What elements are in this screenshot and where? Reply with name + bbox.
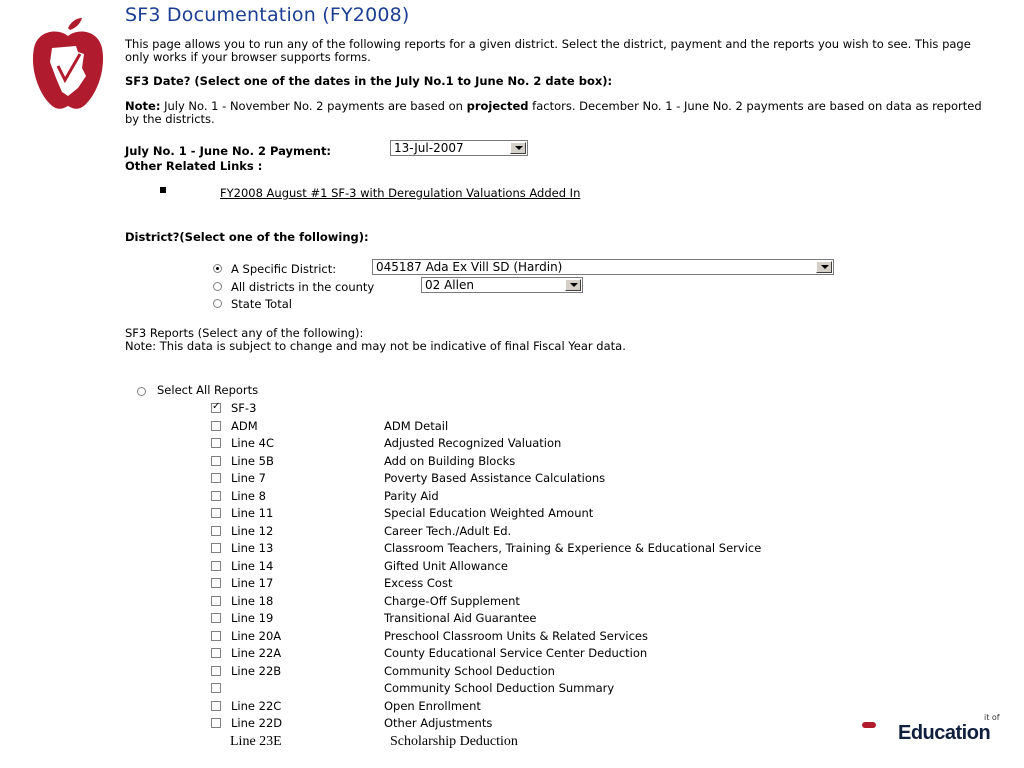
report-checkbox[interactable] — [211, 421, 221, 431]
payment-date-select[interactable] — [390, 140, 528, 156]
report-checkbox[interactable] — [211, 718, 221, 728]
report-code: Line 17 — [231, 576, 274, 590]
report-code: Line 22B — [231, 663, 282, 678]
report-code: Line 18 — [231, 593, 274, 608]
bullet-icon — [160, 187, 166, 193]
report-description: Other Adjustments — [384, 716, 493, 730]
report-code: Line 8 — [231, 488, 266, 503]
date-question: SF3 Date? (Select one of the dates in the July No.1 to June No. 2 date box): — [125, 74, 613, 88]
report-checkbox[interactable] — [211, 631, 221, 641]
report-description: Excess Cost — [384, 576, 453, 590]
state-total-radio[interactable] — [213, 299, 222, 308]
chevron-down-icon[interactable] — [816, 261, 832, 273]
note-part1: July No. 1 - November No. 2 payments are based on — [160, 99, 467, 113]
report-code: ADM — [231, 418, 258, 433]
report-checkbox[interactable] — [211, 491, 221, 501]
select-all-radio[interactable] — [137, 387, 146, 396]
county-label: All districts in the county — [231, 280, 375, 294]
intro-text: This page allows you to run any of the following reports for a given district. Select the district, payment and the reports you wish to see. This page only works if your browser supports forms. — [125, 37, 971, 64]
report-description: Community School Deduction Summary — [384, 681, 615, 695]
report-description: Special Education Weighted Amount — [384, 506, 594, 520]
report-checkbox[interactable] — [211, 438, 221, 448]
related-report-link[interactable]: FY2008 August #1 SF-3 with Deregulation Valuations Added In — [220, 186, 581, 200]
note-text — [125, 100, 985, 126]
report-description: Career Tech./Adult Ed. — [384, 523, 512, 538]
report-code: Line 19 — [231, 611, 274, 625]
report-checkbox[interactable] — [211, 508, 221, 518]
note-bold: projected — [466, 99, 529, 113]
report-code: Line 12 — [231, 523, 274, 538]
district-value: 045187 Ada Ex Vill SD (Hardin) — [376, 260, 563, 274]
note-part2: factors. December No. 1 - June No. 2 payments are based on data as reported by the districts. — [125, 99, 982, 126]
report-checkbox[interactable] — [211, 613, 221, 623]
state-total-label: State Total — [231, 297, 292, 311]
report-code: Line 14 — [231, 558, 274, 573]
report-checkbox[interactable] — [211, 543, 221, 553]
report-description: Community School Deduction — [384, 663, 555, 678]
other-links-label: Other Related Links : — [125, 159, 263, 173]
footer-report-desc: Scholarship Deduction — [390, 734, 518, 749]
report-description: Transitional Aid Guarantee — [384, 611, 537, 625]
report-description: Open Enrollment — [384, 698, 481, 713]
report-description: ADM Detail — [384, 418, 449, 433]
report-checkbox[interactable] — [211, 403, 221, 413]
report-checkbox[interactable] — [211, 473, 221, 483]
district-select[interactable] — [372, 259, 834, 275]
report-code: SF-3 — [231, 401, 257, 415]
report-checkbox[interactable] — [211, 596, 221, 606]
report-code: Line 13 — [231, 541, 274, 555]
report-checkbox[interactable] — [211, 578, 221, 588]
chevron-down-icon[interactable] — [565, 279, 581, 291]
report-description: Charge-Off Supplement — [384, 593, 520, 608]
brand-fragment: it of — [984, 713, 1000, 722]
report-checkbox[interactable] — [211, 561, 221, 571]
note-label: Note: — [125, 99, 161, 113]
reports-note — [125, 327, 626, 353]
reports-disclaimer: Note: This data is subject to change and may not be indicative of final Fiscal Year data. — [125, 339, 626, 353]
report-checkbox[interactable] — [211, 666, 221, 676]
report-checkbox[interactable] — [211, 701, 221, 711]
report-checkbox[interactable] — [211, 456, 221, 466]
report-description: Poverty Based Assistance Calculations — [384, 471, 606, 485]
brand-logo-text: Education — [898, 722, 991, 744]
district-question: District?(Select one of the following): — [125, 230, 369, 244]
reports-heading: SF3 Reports (Select any of the following): — [125, 326, 364, 340]
specific-district-radio[interactable] — [213, 264, 222, 273]
report-description: Classroom Teachers, Training & Experience & Educational Service — [384, 541, 762, 555]
footer-report-code: Line 23E — [230, 734, 282, 749]
report-description: Adjusted Recognized Valuation — [384, 436, 562, 450]
select-all-label: Select All Reports — [157, 383, 259, 397]
specific-district-label: A Specific District: — [231, 262, 337, 276]
report-code: Line 4C — [231, 436, 274, 450]
payment-label: July No. 1 - June No. 2 Payment: — [125, 144, 332, 158]
report-code: Line 22C — [231, 698, 282, 713]
ohio-apple-check-icon — [28, 18, 108, 114]
page-title: SF3 Documentation (FY2008) — [125, 4, 410, 26]
report-description: Parity Aid — [384, 488, 439, 503]
chevron-down-icon[interactable] — [510, 142, 526, 154]
report-code: Line 7 — [231, 471, 266, 485]
county-select[interactable] — [421, 277, 583, 293]
report-code: Line 22A — [231, 646, 282, 660]
report-description: Add on Building Blocks — [384, 453, 516, 468]
report-description: County Educational Service Center Deduction — [384, 646, 648, 660]
report-code: Line 20A — [231, 628, 282, 643]
report-checkbox[interactable] — [211, 683, 221, 693]
report-code: Line 5B — [231, 453, 274, 468]
payment-date-value: 13-Jul-2007 — [394, 141, 464, 155]
brand-mark-icon — [862, 722, 876, 728]
report-code: Line 11 — [231, 506, 274, 520]
report-description: Gifted Unit Allowance — [384, 558, 508, 573]
report-description: Preschool Classroom Units & Related Services — [384, 628, 648, 643]
report-checkbox[interactable] — [211, 526, 221, 536]
county-radio[interactable] — [213, 282, 222, 291]
report-checkbox[interactable] — [211, 648, 221, 658]
county-value: 02 Allen — [425, 278, 474, 292]
report-code: Line 22D — [231, 716, 283, 730]
